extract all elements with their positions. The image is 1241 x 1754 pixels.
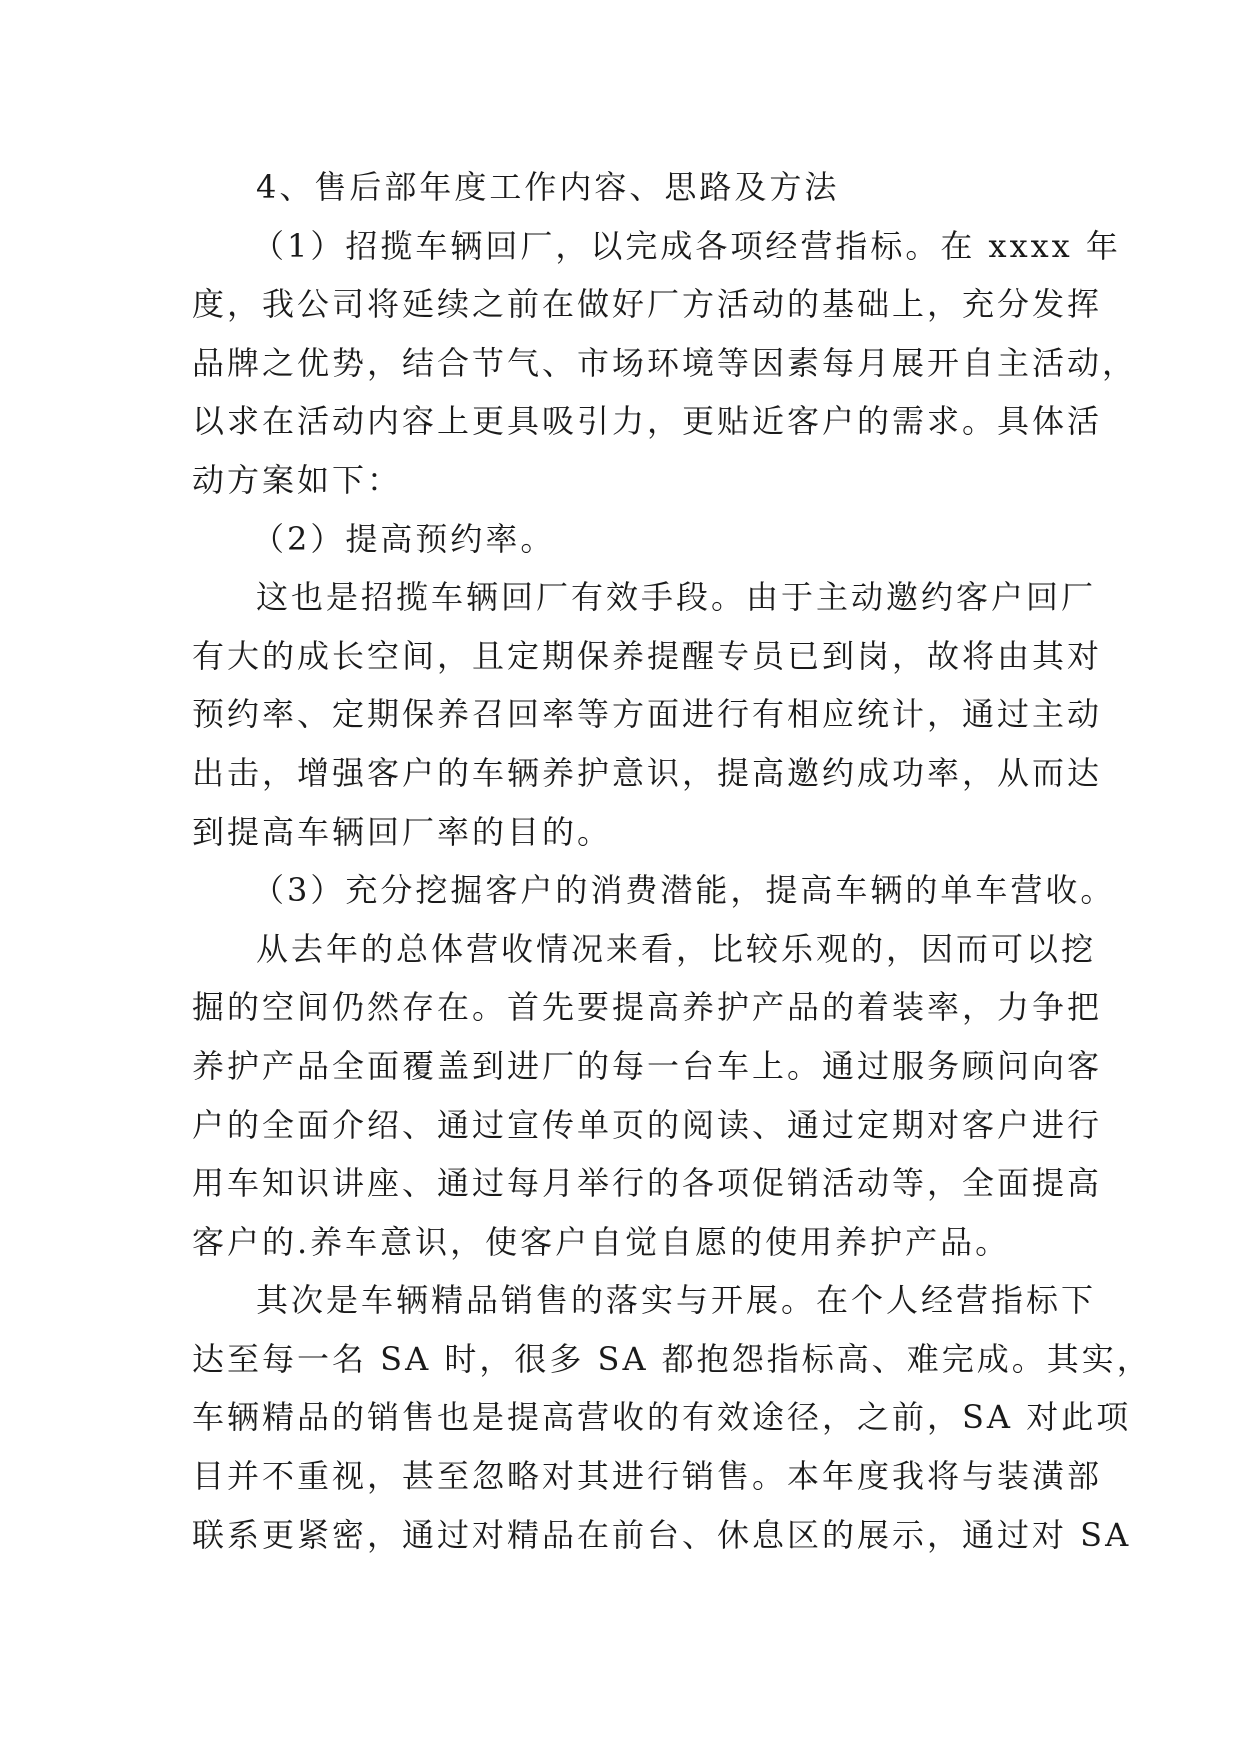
paragraph-line: 户的全面介绍、通过宣传单页的阅读、通过定期对客户进行 bbox=[192, 1105, 1103, 1144]
section-heading: 4、售后部年度工作内容、思路及方法 bbox=[256, 168, 840, 206]
paragraph-line: 用车知识讲座、通过每月举行的各项促销活动等，全面提高 bbox=[192, 1164, 1103, 1203]
paragraph-line: 这也是招揽车辆回厂有效手段。由于主动邀约客户回厂 bbox=[256, 578, 1097, 617]
paragraph-line: 度，我公司将延续之前在做好厂方活动的基础上，充分发挥 bbox=[192, 285, 1103, 324]
paragraph-line: 预约率、定期保养召回率等方面进行有相应统计，通过主动 bbox=[192, 695, 1103, 734]
paragraph-line: 目并不重视，甚至忽略对其进行销售。本年度我将与装潢部 bbox=[192, 1457, 1103, 1496]
paragraph-line: 到提高车辆回厂率的目的。 bbox=[192, 812, 613, 851]
paragraph-line: （1）招揽车辆回厂，以完成各项经营指标。在 xxxx 年 bbox=[252, 226, 1121, 265]
paragraph-line: 达至每一名 SA 时，很多 SA 都抱怨指标高、难完成。其实， bbox=[192, 1339, 1152, 1378]
paragraph-line: 动方案如下： bbox=[192, 460, 403, 499]
paragraph-line: 以求在活动内容上更具吸引力，更贴近客户的需求。具体活 bbox=[192, 402, 1103, 441]
paragraph-line: 养护产品全面覆盖到进厂的每一台车上。通过服务顾问向客 bbox=[192, 1046, 1103, 1085]
paragraph-line: 掘的空间仍然存在。首先要提高养护产品的着装率，力争把 bbox=[192, 988, 1103, 1027]
subsection-heading: （2）提高预约率。 bbox=[252, 519, 556, 558]
paragraph-line: 有大的成长空间，且定期保养提醒专员已到岗，故将由其对 bbox=[192, 636, 1103, 675]
paragraph-line: 从去年的总体营收情况来看，比较乐观的，因而可以挖 bbox=[256, 929, 1097, 968]
subsection-heading: （3）充分挖掘客户的消费潜能，提高车辆的单车营收。 bbox=[252, 871, 1116, 910]
paragraph-line: 出击，增强客户的车辆养护意识，提高邀约成功率，从而达 bbox=[192, 753, 1103, 792]
paragraph-line: 客户的.养车意识，使客户自觉自愿的使用养护产品。 bbox=[192, 1222, 1011, 1261]
paragraph-line: 车辆精品的销售也是提高营收的有效途径，之前，SA 对此项 bbox=[192, 1398, 1132, 1437]
paragraph-line: 品牌之优势，结合节气、市场环境等因素每月展开自主活动， bbox=[192, 343, 1138, 382]
paragraph-line: 联系更紧密，通过对精品在前台、休息区的展示，通过对 SA bbox=[192, 1515, 1132, 1554]
document-body bbox=[192, 158, 1152, 1564]
paragraph-line: 其次是车辆精品销售的落实与开展。在个人经营指标下 bbox=[256, 1281, 1097, 1320]
